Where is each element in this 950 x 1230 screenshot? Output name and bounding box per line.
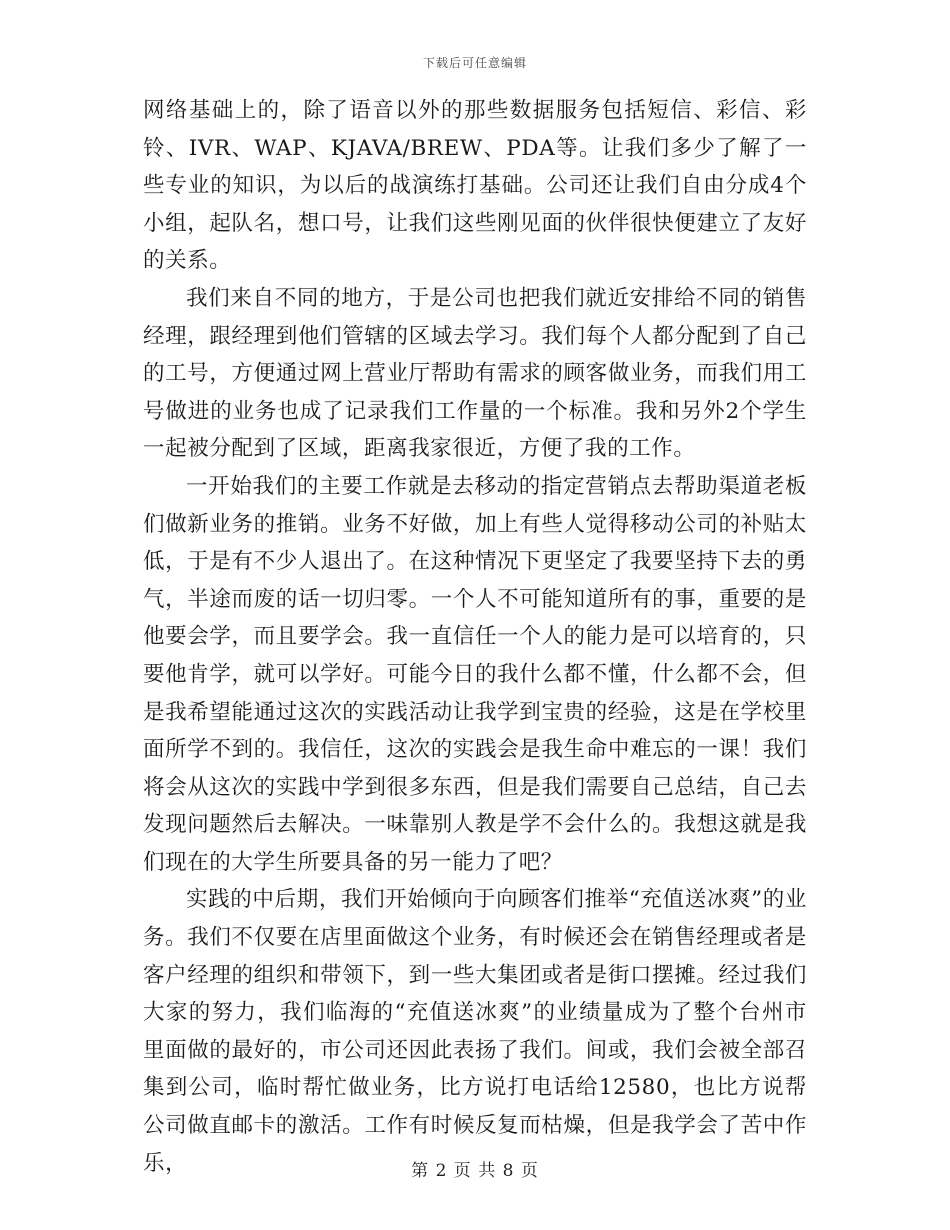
page-number-footer: 第 2 页 共 8 页: [411, 1161, 539, 1181]
paragraph-1: 网络基础上的，除了语音以外的那些数据服务包括短信、彩信、彩铃、IVR、WAP、KJAVA/BREW、PDA等。让我们多少了解了一些专业的知识，为以后的战演练打基础。公司还让我们自由分成4个小组，起队名，想口号，让我们这些刚见面的伙伴很快便建立了友好的关系。: [143, 98, 807, 274]
page-header: 下载后可任意编辑: [422, 56, 527, 70]
paragraph-3: 一开始我们的主要工作就是去移动的指定营销点去帮助渠道老板们做新业务的推销。业务不好做，加上有些人觉得移动公司的补贴太低，于是有不少人退出了。在这种情况下更坚定了我要坚持下去的勇气，半途而废的话一切归零。一个人不可能知道所有的事，重要的是他要会学，而且要学会。我一直信任一个人的能力是可以培育的，只要他肯学，就可以学好。可能今日的我什么都不懂，什么都不会，但是我希望能通过这次的实践活动让我学到宝贵的经验，这是在学校里面所学不到的。我信任，这次的实践会是我生命中难忘的一课！我们将会从这次的实践中学到很多东西，但是我们需要自己总结，自己去发现问题然后去解决。一味靠别人教是学不会什么的。我想这就是我们现在的大学生所要具备的另一能力了吧？: [143, 473, 807, 875]
paragraph-2: 我们来自不同的地方，于是公司也把我们就近安排给不同的销售经理，跟经理到他们管辖的区域去学习。我们每个人都分配到了自己的工号，方便通过网上营业厅帮助有需求的顾客做业务，而我们用工号做进的业务也成了记录我们工作量的一个标准。我和另外2个学生一起被分配到了区域，距离我家很近，方便了我的工作。: [143, 285, 807, 462]
paragraph-4: 实践的中后期，我们开始倾向于向顾客们推举“充值送冰爽”的业务。我们不仅要在店里面做这个业务，有时候还会在销售经理或者是客户经理的组织和带领下，到一些大集团或者是街口摆摊。经过我们大家的努力，我们临海的“充值送冰爽”的业绩量成为了整个台州市里面做的最好的，市公司还因此表扬了我们。间或，我们会被全部召集到公司，临时帮忙做业务，比方说打电话给12580，也比方说帮公司做直邮卡的激活。工作有时候反复而枯燥，但是我学会了苦中作乐，: [143, 887, 807, 1176]
document-body: [143, 92, 807, 1182]
